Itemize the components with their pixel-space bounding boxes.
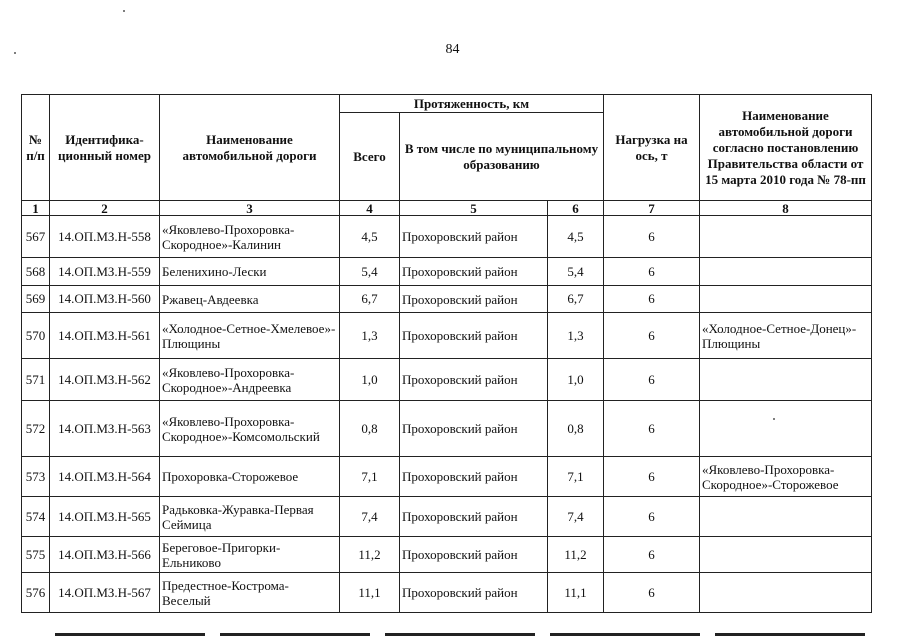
table-row bbox=[22, 457, 872, 497]
roads-table bbox=[21, 94, 872, 613]
header-ident: Идентифика-ционный номер bbox=[50, 95, 160, 201]
decree-road-name bbox=[700, 258, 872, 286]
row-number: 575 bbox=[22, 537, 50, 573]
decree-road-name bbox=[700, 216, 872, 258]
table-row bbox=[22, 573, 872, 613]
length-district: 1,0 bbox=[548, 359, 604, 401]
table-row bbox=[22, 313, 872, 359]
length-district: 7,1 bbox=[548, 457, 604, 497]
length-total: 0,8 bbox=[340, 401, 400, 457]
road-identifier: 14.ОП.МЗ.Н-562 bbox=[50, 359, 160, 401]
length-district: 7,4 bbox=[548, 497, 604, 537]
table-row bbox=[22, 537, 872, 573]
road-name: Радьковка-Журавка-Первая Сеймица bbox=[160, 497, 340, 537]
length-total: 6,7 bbox=[340, 286, 400, 313]
row-number: 574 bbox=[22, 497, 50, 537]
header-incl: В том числе по муниципальному образованию bbox=[400, 113, 604, 201]
scan-speck bbox=[14, 52, 16, 54]
length-total: 5,4 bbox=[340, 258, 400, 286]
length-district: 11,1 bbox=[548, 573, 604, 613]
table-row bbox=[22, 216, 872, 258]
column-number: 1 bbox=[22, 201, 50, 216]
header-decree-name: Наименование автомобильной дороги согласно постановлению Правительства области от 15 марта 2010 года № 78-пп bbox=[700, 95, 872, 201]
road-name: «Яковлево-Прохоровка-Скородное»-Комсомольский bbox=[160, 401, 340, 457]
road-identifier: 14.ОП.МЗ.Н-566 bbox=[50, 537, 160, 573]
column-number: 3 bbox=[160, 201, 340, 216]
table-row bbox=[22, 497, 872, 537]
column-number: 4 bbox=[340, 201, 400, 216]
road-name: «Яковлево-Прохоровка-Скородное»-Андреевка bbox=[160, 359, 340, 401]
header-road-name: Наименование автомобильной дороги bbox=[160, 95, 340, 201]
district-name: Прохоровский район bbox=[400, 313, 548, 359]
decree-road-name bbox=[700, 359, 872, 401]
decree-road-name bbox=[700, 537, 872, 573]
district-name: Прохоровский район bbox=[400, 258, 548, 286]
axle-load: 6 bbox=[604, 216, 700, 258]
column-number: 2 bbox=[50, 201, 160, 216]
road-identifier: 14.ОП.МЗ.Н-561 bbox=[50, 313, 160, 359]
decree-road-name: «Яковлево-Прохоровка-Скородное»-Сторожевое bbox=[700, 457, 872, 497]
row-number: 576 bbox=[22, 573, 50, 613]
column-number: 6 bbox=[548, 201, 604, 216]
row-number: 570 bbox=[22, 313, 50, 359]
district-name: Прохоровский район bbox=[400, 457, 548, 497]
length-district: 4,5 bbox=[548, 216, 604, 258]
road-name: «Холодное-Сетное-Хмелевое»-Плющины bbox=[160, 313, 340, 359]
bottom-rule bbox=[55, 633, 880, 636]
length-total: 4,5 bbox=[340, 216, 400, 258]
header-num: № п/п bbox=[22, 95, 50, 201]
district-name: Прохоровский район bbox=[400, 401, 548, 457]
axle-load: 6 bbox=[604, 573, 700, 613]
table-row bbox=[22, 401, 872, 457]
road-identifier: 14.ОП.МЗ.Н-565 bbox=[50, 497, 160, 537]
length-total: 11,1 bbox=[340, 573, 400, 613]
row-number: 569 bbox=[22, 286, 50, 313]
road-name: Ржавец-Авдеевка bbox=[160, 286, 340, 313]
decree-road-name bbox=[700, 286, 872, 313]
axle-load: 6 bbox=[604, 457, 700, 497]
column-number-row bbox=[22, 201, 872, 216]
district-name: Прохоровский район bbox=[400, 573, 548, 613]
road-identifier: 14.ОП.МЗ.Н-564 bbox=[50, 457, 160, 497]
length-total: 7,4 bbox=[340, 497, 400, 537]
table-row bbox=[22, 286, 872, 313]
district-name: Прохоровский район bbox=[400, 286, 548, 313]
axle-load: 6 bbox=[604, 401, 700, 457]
decree-road-name bbox=[700, 497, 872, 537]
row-number: 568 bbox=[22, 258, 50, 286]
axle-load: 6 bbox=[604, 497, 700, 537]
table-row bbox=[22, 359, 872, 401]
road-identifier: 14.ОП.МЗ.Н-558 bbox=[50, 216, 160, 258]
decree-road-name bbox=[700, 401, 872, 457]
scan-speck bbox=[773, 418, 775, 420]
length-total: 1,0 bbox=[340, 359, 400, 401]
length-total: 11,2 bbox=[340, 537, 400, 573]
length-total: 1,3 bbox=[340, 313, 400, 359]
road-name: Предестное-Кострома-Веселый bbox=[160, 573, 340, 613]
road-name: Береговое-Пригорки-Ельниково bbox=[160, 537, 340, 573]
axle-load: 6 bbox=[604, 313, 700, 359]
table-body bbox=[22, 216, 872, 613]
row-number: 567 bbox=[22, 216, 50, 258]
length-district: 11,2 bbox=[548, 537, 604, 573]
row-number: 573 bbox=[22, 457, 50, 497]
axle-load: 6 bbox=[604, 359, 700, 401]
road-name: «Яковлево-Прохоровка-Скородное»-Калинин bbox=[160, 216, 340, 258]
page-number: 84 bbox=[445, 42, 460, 57]
table-header bbox=[22, 95, 872, 216]
length-district: 0,8 bbox=[548, 401, 604, 457]
length-district: 1,3 bbox=[548, 313, 604, 359]
table-row bbox=[22, 258, 872, 286]
column-number: 5 bbox=[400, 201, 548, 216]
length-district: 5,4 bbox=[548, 258, 604, 286]
header-total: Всего bbox=[340, 113, 400, 201]
district-name: Прохоровский район bbox=[400, 537, 548, 573]
road-name: Беленихино-Лески bbox=[160, 258, 340, 286]
column-number: 7 bbox=[604, 201, 700, 216]
row-number: 572 bbox=[22, 401, 50, 457]
road-identifier: 14.ОП.МЗ.Н-567 bbox=[50, 573, 160, 613]
axle-load: 6 bbox=[604, 286, 700, 313]
length-district: 6,7 bbox=[548, 286, 604, 313]
road-name: Прохоровка-Сторожевое bbox=[160, 457, 340, 497]
decree-road-name bbox=[700, 573, 872, 613]
decree-road-name: «Холодное-Сетное-Донец»-Плющины bbox=[700, 313, 872, 359]
column-number: 8 bbox=[700, 201, 872, 216]
axle-load: 6 bbox=[604, 258, 700, 286]
header-load: Нагрузка на ось, т bbox=[604, 95, 700, 201]
district-name: Прохоровский район bbox=[400, 497, 548, 537]
axle-load: 6 bbox=[604, 537, 700, 573]
header-length: Протяженность, км bbox=[340, 95, 604, 113]
length-total: 7,1 bbox=[340, 457, 400, 497]
row-number: 571 bbox=[22, 359, 50, 401]
road-identifier: 14.ОП.МЗ.Н-559 bbox=[50, 258, 160, 286]
scan-speck bbox=[123, 10, 125, 12]
district-name: Прохоровский район bbox=[400, 216, 548, 258]
road-identifier: 14.ОП.МЗ.Н-560 bbox=[50, 286, 160, 313]
district-name: Прохоровский район bbox=[400, 359, 548, 401]
road-identifier: 14.ОП.МЗ.Н-563 bbox=[50, 401, 160, 457]
